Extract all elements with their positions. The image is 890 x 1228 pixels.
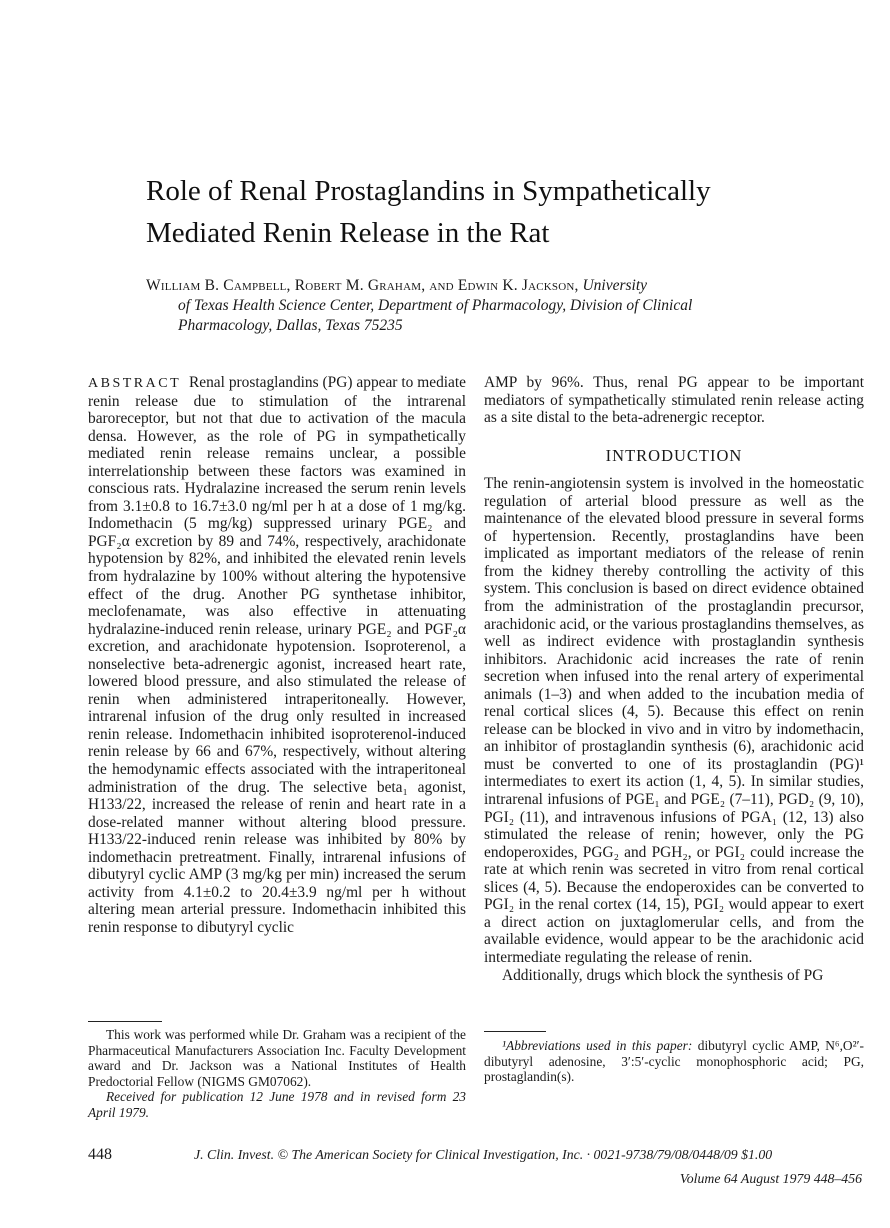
- footnote-divider-left: [88, 1021, 162, 1022]
- page-number: 448: [88, 1146, 112, 1163]
- footnotes-left: [88, 1027, 466, 1120]
- abbreviations-lead: ¹Abbreviations used in this paper:: [502, 1038, 693, 1053]
- author-names: William B. Campbell, Robert M. Graham, and Edwin K. Jackson,: [146, 277, 579, 294]
- funding-footnote: This work was performed while Dr. Graham was a recipient of the Pharmaceutical Manufacturers Association Inc. Faculty Development award and Dr. Jackson was a National Institutes of Health Predoctorial Fellow (NIGMS GM07062).: [88, 1027, 466, 1089]
- affiliation-line-3: Pharmacology, Dallas, Texas 75235: [178, 317, 403, 334]
- introduction-paragraph-2: Additionally, drugs which block the synthesis of PG: [502, 966, 824, 984]
- article-title: Role of Renal Prostaglandins in Sympathetically Mediated Renin Release in the Rat: [146, 175, 711, 249]
- affiliation-line-1: University: [582, 277, 648, 294]
- introduction-paragraph-1: The renin-angiotensin system is involved in the homeostatic regulation of arterial blood pressure as well as the maintenance of the elevated blood pressure in several forms of hypertension. Recently, prostaglandins have been implicated as important mediators of the release of renin from the kidney thereby controlling the activity of this system. This conclusion is based on direct evidence obtained from the administration of the prostaglandin precursor, arachidonic acid, or the various prostaglandins themselves, as well as indirect evidence with prostaglandin synthesis inhibitors. Arachidonic acid increases the rate of renin secretion when infused into the renal artery of experimental animals (1–3) and when added to the incubation media of renal cortical slices (4, 5). Because this effect on renin release can be blocked in vivo and in vitro by indomethacin, an inhibitor of prostaglandin synthesis (6), arachidonic acid must be converted to one of its prostaglandin (PG)¹ intermediates to exert its action (1, 4, 5). In similar studies, intrarenal infusions of PGE₁ and PGE₂ (7–11), PGD₂ (9, 10), PGI₂ (11), and intravenous infusions of PGA₁ (12, 13) also stimulated the release of renin; however, only the PG endoperoxides, PGG₂ and PGH₂, or PGI₂ could increase the rate at which renin was secreted in vitro from renal cortical slices (4, 5). Because the endoperoxides can be converted to PGI₂ in the renal cortex (14, 15), PGI₂ would appear to exert a direct action on juxtaglomerular cells, and from the available evidence, would appear to be the arachidonic acid intermediate regulating the release of renin.: [484, 475, 864, 966]
- journal-citation: [194, 1146, 772, 1164]
- right-column: [484, 374, 864, 984]
- abstract-body: Renal prostaglandins (PG) appear to mediate renin release due to stimulation of the intrarenal baroreceptor, but not that due to activation of the macula densa. However, as the role of PG in sympathetically mediated renin release remains unclear, a possible interrelationship between these factors was examined in conscious rats. Hydralazine increased the serum renin levels from 3.1±0.8 to 16.7±3.0 ng/ml per h at a dose of 1 mg/kg. Indomethacin (5 mg/kg) suppressed urinary PGE₂ and PGF₂α excretion by 89 and 74%, respectively, arachidonate hypotension by 82%, and inhibited the elevated renin levels from hydralazine by 100% without altering the hypotensive effect of the drug. Another PG synthetase inhibitor, meclofenamate, was also effective in attenuating hydralazine-induced renin release, urinary PGE₂ and PGF₂α excretion, and arachidonate hypotension. Isoproterenol, a nonselective beta-adrenergic agonist, increased heart rate, lowered blood pressure, and also stimulated the release of renin when administered intraperitoneally. However, intrarenal infusion of the drug only resulted in increased renin release. Indomethacin inhibited isoproterenol-induced renin release by 66 and 67%, respectively, without altering the hemodynamic effects associated with the intraperitoneal administration of the drug. The selective beta₁ agonist, H133/22, increased the release of renin and heart rate in a dose-related manner without altering blood pressure. H133/22-induced renin release was inhibited by 80% by indomethacin pretreatment. Finally, intrarenal infusions of dibutyryl cyclic AMP (3 mg/kg per min) increased the serum activity from 4.1±0.2 to 20.4±3.9 ng/ml per h without altering mean arterial pressure. Indomethacin inhibited this renin response to dibutyryl cyclic: [88, 374, 466, 936]
- received-footnote: Received for publication 12 June 1978 and in revised form 23 April 1979.: [88, 1089, 466, 1120]
- abstract-label: ABSTRACT: [88, 376, 182, 391]
- abstract-paragraph: [88, 374, 466, 937]
- abbreviations-text: dibutyryl cyclic AMP, N⁶,O²′-dibutyryl adenosine, 3′:5′-cyclic monophosphoric acid; PG, prostaglandin(s).: [484, 1038, 864, 1084]
- author-block: [146, 276, 766, 336]
- footnote-right: [484, 1038, 864, 1085]
- footnote-divider-right: [484, 1031, 546, 1032]
- left-column: [88, 374, 466, 937]
- volume-info: Volume 64 August 1979 448–456: [679, 1171, 862, 1186]
- affiliation-line-2: of Texas Health Science Center, Department of Pharmacology, Division of Clinical: [178, 297, 693, 314]
- journal-citation-text: J. Clin. Invest. © The American Society for Clinical Investigation, Inc. · 0021-9738/79/08/0448/09 $1.00: [194, 1147, 773, 1162]
- abstract-continuation: AMP by 96%. Thus, renal PG appear to be important mediators of sympathetically stimulated renin release acting as a site distal to the beta-adrenergic receptor.: [484, 374, 864, 427]
- introduction-heading: INTRODUCTION: [605, 445, 743, 465]
